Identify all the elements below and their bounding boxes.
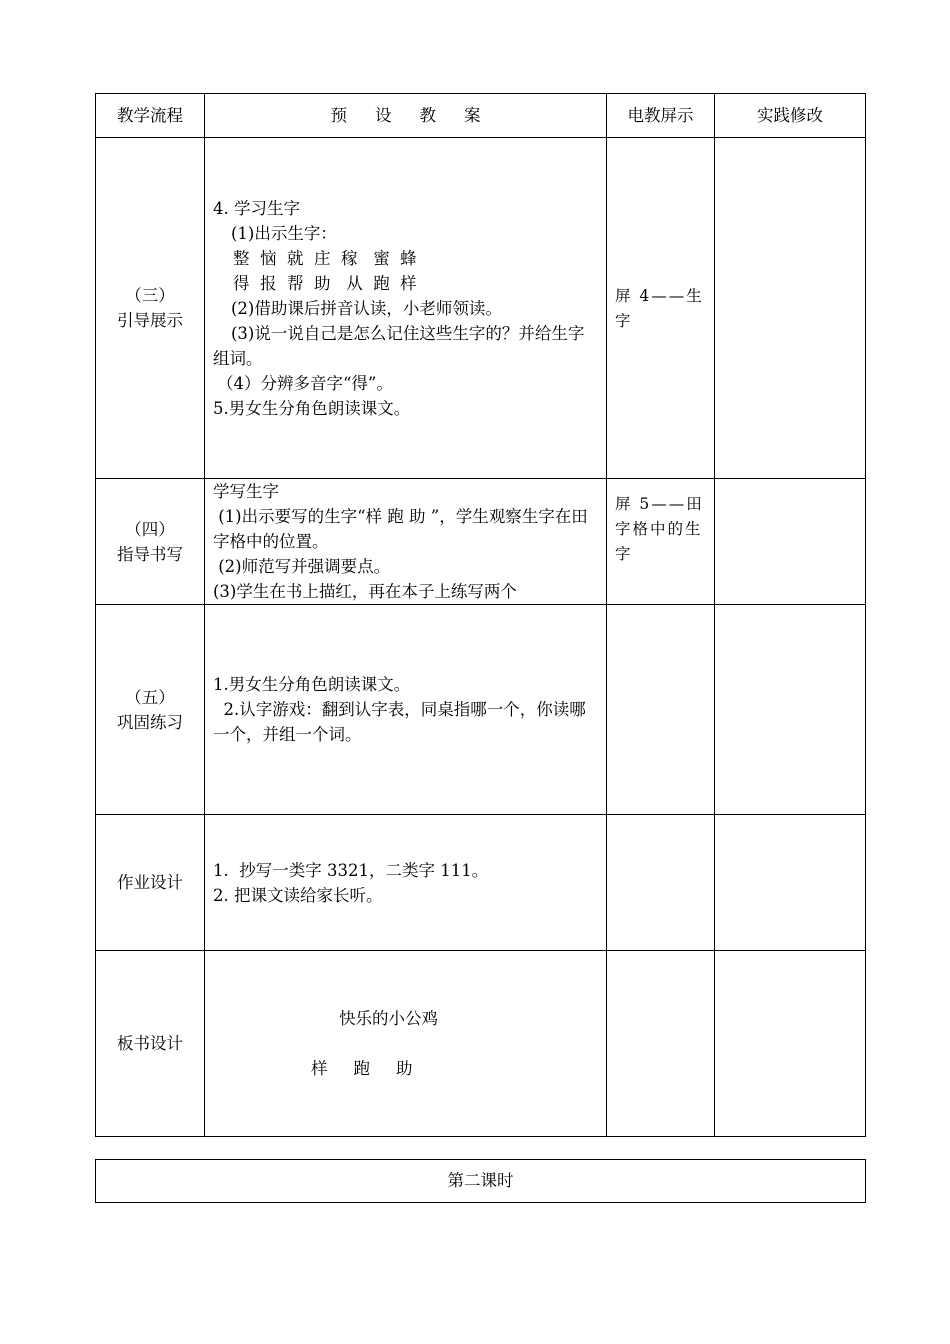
stage-name: 指导书写 [117,544,183,564]
plan-line: (3)学生在书上描红，再在本子上练写两个 [213,582,517,601]
revise-cell [715,951,866,1137]
plan-line: 得 报 帮 助 从 跑 样 [233,273,417,293]
header-plan-char: 案 [464,106,481,125]
header-plan-char: 设 [375,106,392,125]
table-row [96,815,866,951]
board-word: 助 [396,1059,413,1078]
table-row [96,138,866,479]
header-screen: 电教屏示 [607,94,715,138]
stage-number: （三） [125,286,175,305]
screen-note: 屏 4——生字 [615,287,704,330]
screen-cell [607,951,715,1137]
header-plan-text [317,106,495,125]
plan-line: 整 恼 就 庄 稼 蜜 蜂 [233,248,417,268]
screen-cell [607,815,715,951]
plan-line: 4. 学习生字 [213,198,300,218]
board-title: 快乐的小公鸡 [339,1009,438,1028]
plan-line: (2)师范写并强调要点。 [213,557,391,576]
header-plan [205,94,607,138]
lesson-label: 第二课时 [95,1159,866,1203]
stage-name: 作业设计 [117,873,183,892]
plan-line: (3)说一说自己是怎么记住这些生字的？并给生字组词。 [213,323,585,368]
stage-name: 引导展示 [117,311,183,330]
plan-line: 2. 把课文读给家长听。 [213,885,383,905]
revise-cell [715,605,866,815]
table-row [96,951,866,1137]
header-flow: 教学流程 [96,94,205,138]
stage-name: 板书设计 [117,1034,183,1053]
table-header-row [96,94,866,138]
board-word: 样 [311,1059,328,1078]
table-row [96,605,866,815]
plan-cell [205,138,607,479]
header-revise: 实践修改 [715,94,866,138]
plan-line: （4）分辨多音字“得”。 [217,373,393,393]
screen-note: 屏 5——田字格中的生字 [615,495,704,563]
revise-cell [715,138,866,479]
stage-cell [96,951,205,1137]
plan-line: (2)借助课后拼音认读，小老师领读。 [231,298,502,318]
plan-line: 1.男女生分角色朗读课文。 [213,675,411,694]
screen-cell [607,479,715,605]
plan-line: 学写生字 [213,482,279,501]
table-row [96,479,866,605]
plan-line: (1)出示要写的生字“样 跑 助 ”，学生观察生字在田字格中的位置。 [213,507,588,551]
lesson-plan-table [95,93,866,1137]
stage-number: （五） [125,687,175,707]
plan-cell [205,479,607,605]
stage-name: 巩固练习 [117,712,183,732]
plan-line: (1)出示生字： [231,223,337,243]
board-words [213,1056,600,1081]
stage-cell [96,138,205,479]
header-plan-char: 教 [419,106,436,125]
board-word: 跑 [353,1059,370,1078]
plan-line: 2.认字游戏：翻到认字表，同桌指哪一个，你读哪一个，并组一个词。 [213,700,586,744]
board-cell [205,951,607,1137]
plan-cell [205,605,607,815]
stage-cell [96,815,205,951]
screen-cell [607,138,715,479]
stage-cell [96,605,205,815]
revise-cell [715,479,866,605]
plan-line: 5.男女生分角色朗读课文。 [213,398,411,418]
stage-cell [96,479,205,605]
header-plan-char: 预 [330,106,347,125]
stage-number: （四） [125,519,175,539]
board-spacer [213,1031,600,1056]
revise-cell [715,815,866,951]
plan-line: 1. 抄写一类字 3321，二类字 111。 [213,860,489,880]
screen-cell [607,605,715,815]
plan-cell [205,815,607,951]
